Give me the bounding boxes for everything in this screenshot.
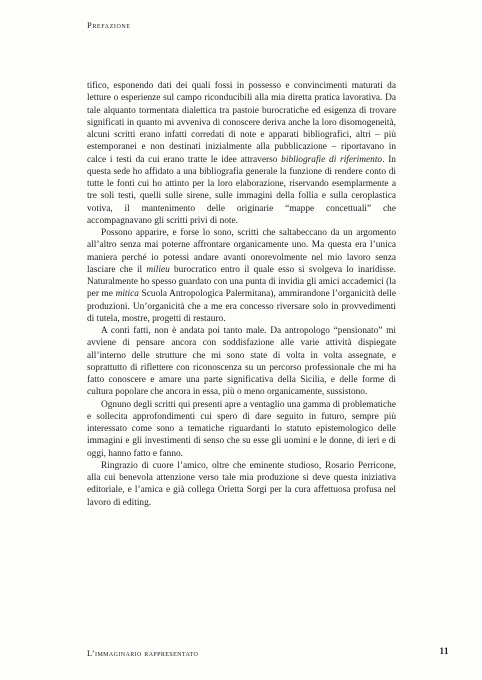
text-run: Scuola Antropologica Palermitana), ammirandone l’organicità delle produzioni. Un’organicità che a me era concesso riversare solo in provvedimenti di tutela, mostre, progetti di restauro. <box>87 289 396 324</box>
text-run: burocratico entro il quale esso si svolgeva lo inaridisse. Naturalmente ho spesso guardato con una punta di invidia gli amici accademici (la per me <box>87 264 396 300</box>
italic-text: mitica <box>115 289 139 300</box>
text-run: A conti fatti, non è andata poi tanto male. Da antropologo “pensionato” mi avviene di pensare ancora con soddisfazione alle varie attività dispiegate all’interno delle strutture che mi sono state di volta in volta assegnate, e soprattutto di riflettere con riconoscenza su un percorso professionale che mi ha fatto conoscere e amare una parte significativa della Sicilia, e delle forme di cultura popolare che ancora in essa, più o meno organicamente, sussistono. <box>87 326 396 398</box>
text-run: Ringrazio di cuore l’amico, oltre che eminente studioso, Rosario Perricone, alla cui benevola attenzione verso tale mia produzione si deve questa iniziativa editoriale, e l’amica e già collega Orietta Sorgi per la cura affettuosa profusa nel lavoro di editing. <box>87 460 396 508</box>
page-number: 11 <box>439 646 449 656</box>
text-run: tifico, esponendo dati dei quali fossi in possesso e convincimenti maturati da letture o esperienze sul campo riconducibili alla mia diretta pratica lavorativa. Da tale alquanto tormentata dialettica tra pastoie burocratiche ed esigenza di trovare significati in quanto mi avveniva di conoscere deriva anche la loro disomogeneità, alcuni scritti erano infatti corredati di note e apparati bibliografici, altri – più estemporanei e non destinati inizialmente alla pubblicazione – riportavano in calce i testi da cui erano tratte le idee attraverso <box>87 81 396 165</box>
paragraph <box>87 227 396 325</box>
text-run: Possono apparire, e forse lo sono, scritti che saltabeccano da un argomento all’altro senza mai poterne affrontare organicamente uno. Ma questa era l’unica maniera perché io potessi andare avanti onorevolmente nel mio lavoro senza lasciare che il <box>87 228 396 275</box>
paragraph <box>87 460 396 509</box>
body-text <box>87 80 396 509</box>
running-header: Prefazione <box>87 20 131 30</box>
italic-text: milieu <box>146 264 170 275</box>
text-run: Ognuno degli scritti qui presenti apre a ventaglio una gamma di problematiche e sollecita approfondimenti cui spero di dare seguito in futuro, sempre più interessato come sono a tematiche riguardanti lo statuto epistemologico delle immagini e gli investimenti di senso che su esse gli uomini e le donne, di ieri e di oggi, hanno fatto e fanno. <box>87 399 396 459</box>
paragraph <box>87 325 396 399</box>
running-footer-title: L’immaginario rappresentato <box>87 648 199 658</box>
text-run: . In questa sede ho affidato a una bibliografia generale la funzione di rendere conto di tutte le fonti cui ho attinto per la loro elaborazione, riservando esemplarmente a tre soli testi, quelli sulle sirene, sulle immagini della follia e sulla ceroplastica votiva, il mantenimento delle originarie “mappe concettuali” che accompagnavano gli scritti privi di note. <box>87 154 396 226</box>
paragraph <box>87 399 396 460</box>
paragraph <box>87 80 396 227</box>
italic-text: bibliografie di riferimento <box>281 154 383 165</box>
